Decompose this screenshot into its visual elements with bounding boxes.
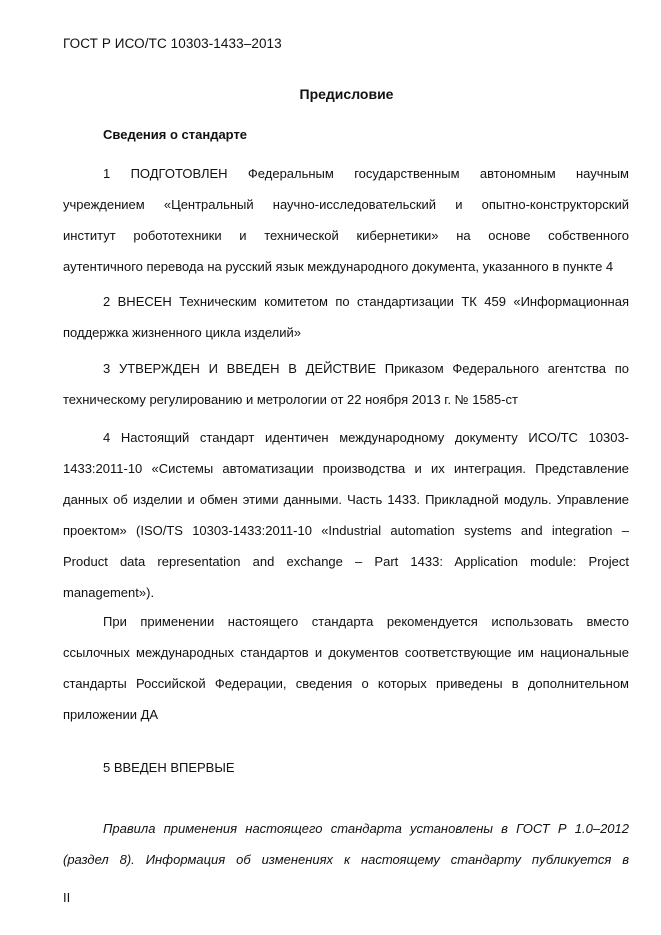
paragraph-line: 1433:2011-10 «Системы автоматизации производства и их интеграция. Представление [63,461,629,476]
paragraph-line: 1 ПОДГОТОВЛЕН Федеральным государственным автономным научным [103,166,629,181]
page-title [0,86,661,102]
paragraph-line: 2 ВНЕСЕН Техническим комитетом по стандартизации ТК 459 «Информационная [103,294,629,309]
document-header: ГОСТ Р ИСО/ТС 10303-1433–2013 [63,36,282,51]
paragraph-line: Product data representation and exchange – Part 1433: Application module: Project [63,554,629,569]
paragraph-line: стандарты Российской Федерации, сведения о которых приведены в дополнительном [63,676,629,691]
paragraph-line: 5 ВВЕДЕН ВПЕРВЫЕ [103,760,235,775]
paragraph-line: поддержка жизненного цикла изделий» [63,325,301,340]
paragraph-line: институт робототехники и технической кибернетики» на основе собственного [63,228,629,243]
paragraph-line: техническому регулированию и метрологии от 22 ноября 2013 г. № 1585-ст [63,392,518,407]
paragraph-line: При применении настоящего стандарта рекомендуется использовать вместо [103,614,629,629]
page-number: II [63,890,71,905]
paragraph-line: management»). [63,585,155,600]
paragraph-line: ссылочных международных стандартов и документов соответствующие им национальные [63,645,629,660]
paragraph-line: аутентичного перевода на русский язык международного документа, указанного в пункте 4 [63,259,614,274]
paragraph-line: проектом» (ISO/TS 10303-1433:2011-10 «Industrial automation systems and integration – [63,523,629,538]
paragraph-line: 4 Настоящий стандарт идентичен международному документу ИСО/ТС 10303- [103,430,629,445]
paragraph-line: учреждением «Центральный научно-исследовательский и опытно-конструкторский [63,197,629,212]
paragraph-7 [63,821,629,883]
section-subheading: Сведения о стандарте [103,127,248,142]
paragraph-6 [63,760,629,791]
paragraph-line: (раздел 8). Информация об изменениях к настоящему стандарту публикуется в [63,852,629,867]
paragraph-line: приложении ДА [63,707,159,722]
page-title-text: Предисловие [299,86,394,102]
paragraph-4 [63,430,629,616]
paragraph-2 [63,294,629,356]
paragraph-line: 3 УТВЕРЖДЕН И ВВЕДЕН В ДЕЙСТВИЕ Приказом Федерального агентства по [103,361,629,376]
paragraph-3 [63,361,629,423]
paragraph-5 [63,614,629,738]
paragraph-line: данных об изделии и обмен этими данными. Часть 1433. Прикладной модуль. Управление [63,492,629,507]
paragraph-line: Правила применения настоящего стандарта установлены в ГОСТ Р 1.0–2012 [103,821,629,836]
paragraph-1 [63,166,629,290]
